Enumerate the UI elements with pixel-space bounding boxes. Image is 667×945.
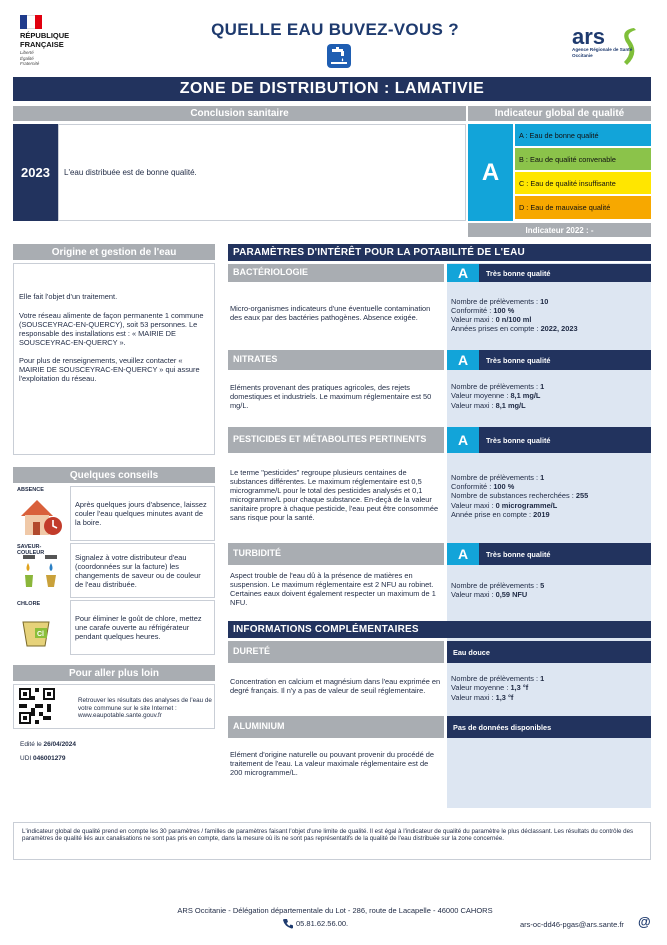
durete-values xyxy=(447,670,651,706)
nitrates-values xyxy=(447,376,651,416)
global-grade: A xyxy=(468,124,513,221)
turbidite-desc: Aspect trouble de l'eau dû à la présence de matières en suspension. Le maximum réglementaire est 2 NFU au robinet. Certaines eaux doivent également respecter un maximum de 1 NFU. xyxy=(230,571,436,607)
zone-title: ZONE DE DISTRIBUTION : LAMATIVIE xyxy=(13,77,651,101)
pesticides-grade: A xyxy=(447,427,479,453)
previous-indicator: Indicateur 2022 : - xyxy=(468,223,651,237)
aluminium-desc: Elément d'origine naturelle ou pouvant provenir du procédé de traitement de l'eau. La valeur maximale réglementaire est de 200 microgramme/L. xyxy=(230,749,434,777)
value-line: Nombre de prélèvements : 10 xyxy=(451,296,549,306)
value-line: Conformité : 100 % xyxy=(451,305,515,315)
further-text: Retrouver les résultats des analyses de l'eau de votre commune sur le site Internet : www.eaupotable.sante.gouv.fr xyxy=(78,697,212,719)
durete-quality: Eau douce xyxy=(447,641,651,663)
value-line: Nombre de prélèvements : 1 xyxy=(451,472,545,482)
pesticides-quality: Très bonne qualité xyxy=(479,427,651,453)
durete-desc: Concentration en calcium et magnésium dans l'eau exprimée en degré français. Il n'y a pas de valeur de seuil réglementaire. xyxy=(230,677,441,695)
water-tap-icon xyxy=(327,44,351,68)
indicator-heading: Indicateur global de qualité xyxy=(468,106,651,121)
grade-level-d: D : Eau de mauvaise qualité xyxy=(515,196,651,219)
value-line: Valeur maxi : 0 n/100 ml xyxy=(451,315,532,324)
pesticides-values xyxy=(447,464,651,528)
footer-address: ARS Occitanie - Délégation départementale du Lot - 286, route de Lacapelle - 46000 CAHORS xyxy=(177,906,493,915)
value-line: Nombre de prélèvements : 1 xyxy=(451,382,545,392)
nitrates-grade: A xyxy=(447,350,479,370)
value-line: Nombre de prélèvements : 5 xyxy=(451,580,545,590)
aluminium-title: ALUMINIUM xyxy=(228,716,444,738)
turbidite-quality: Très bonne qualité xyxy=(479,543,651,565)
qr-code-icon[interactable] xyxy=(19,688,55,724)
tips-heading: Quelques conseils xyxy=(13,467,215,483)
footer-phone[interactable]: 05.81.62.56.00. xyxy=(296,919,349,928)
origin-network: Votre réseau alimente de façon permanente 1 commune (SOUSCEYRAC-EN-QUERCY), soit 53 personnes. Le responsable des installations est : « MAIRIE DE SOUSCEYRAC-EN-QUERCY ». xyxy=(19,311,204,347)
conclusion-box xyxy=(58,124,466,221)
further-heading: Pour aller plus loin xyxy=(13,665,215,681)
nitrates-desc: Eléments provenant des pratiques agricoles, des rejets domestiques et industriels. Le maximum réglementaire est 50 mg/L. xyxy=(230,382,432,410)
french-flag-icon xyxy=(20,15,42,29)
value-line: Années prises en compte : 2022, 2023 xyxy=(451,324,578,334)
pesticides-title: PESTICIDES ET MÉTABOLITES PERTINENTS xyxy=(228,427,444,453)
svg-text:ars: ars xyxy=(572,24,606,49)
tip-chlorine: Pour éliminer le goût de chlore, mettez une carafe ouverte au réfrigérateur pendant quelques heures. xyxy=(70,600,215,655)
udi-code: UDI 046001279 xyxy=(20,755,66,762)
value-line: Valeur maxi : 1,3 °f xyxy=(451,692,514,702)
bacterio-title: BACTÉRIOLOGIE xyxy=(228,264,444,282)
svg-text:Cl: Cl xyxy=(37,631,44,638)
edited-date: Edité le 26/04/2024 xyxy=(20,741,77,748)
footer-email[interactable]: ars-oc-dd46-pgas@ars.sante.fr xyxy=(520,920,624,929)
nitrates-quality: Très bonne qualité xyxy=(479,350,651,370)
params-heading: PARAMÈTRES D'INTÉRÊT POUR LA POTABILITÉ DE L'EAU xyxy=(228,244,651,261)
conclusion-heading: Conclusion sanitaire xyxy=(13,106,466,121)
origin-box xyxy=(13,263,215,455)
page-title: QUELLE EAU BUVEZ-VOUS ? xyxy=(211,20,459,39)
grade-level-c: C : Eau de qualité insuffisante xyxy=(515,172,651,194)
extra-heading: INFORMATIONS COMPLÉMENTAIRES xyxy=(228,621,651,638)
bacterio-desc: Micro-organismes indicateurs d'une éventuelle contamination des eaux par des bactéries pathogènes. Absence exigée. xyxy=(230,304,431,322)
value-line: Valeur moyenne : 8,1 mg/L xyxy=(451,391,541,401)
bacterio-values xyxy=(447,286,651,344)
pesticides-desc: Le terme "pesticides" regroupe plusieurs centaines de substances différentes. Le maximum réglementaire est 0,5 microgramme/L pour le total des pesticides analysés et 0,1 microgramme/L pour chaque substance. En-deçà de la valeur sanitaire propre à chaque pesticide, l'eau peut être consommée sans risque pour la santé. xyxy=(230,468,439,522)
origin-treatment: Elle fait l'objet d'un traitement. xyxy=(19,292,118,301)
phone-icon xyxy=(283,918,293,929)
bacterio-quality: Très bonne qualité xyxy=(479,264,651,282)
turbidite-values xyxy=(447,576,651,604)
value-line: Année prise en compte : 2019 xyxy=(451,509,550,519)
value-line: Valeur maxi : 0,59 NFU xyxy=(451,590,528,599)
origin-contact: Pour plus de renseignements, veuillez contacter « MAIRIE DE SOUSCEYRAC-EN-QUERCY » qui assure l'exploitation du réseau. xyxy=(19,356,200,383)
origin-heading: Origine et gestion de l'eau xyxy=(13,244,215,260)
conclusion-year: 2023 xyxy=(13,124,58,221)
republic-motto: Liberté Égalité Fraternité xyxy=(20,50,40,66)
footnote: L'indicateur global de qualité prend en compte les 30 paramètres / familles de paramètres faisant l'objet d'une limite de qualité. Il est égal à l'indicateur de qualité du paramètre le plus déclassant. Les résultats du contrôle des paramètres de qualité liés aux canalisations ne sont pas pris en compte, dans la mesure où ils ne sont pas représentatifs de la qualité de l'eau distribuée sur la zone concernée. xyxy=(13,822,651,860)
at-sign-icon: @ xyxy=(638,914,651,929)
nitrates-title: NITRATES xyxy=(228,350,444,370)
ars-logo xyxy=(572,22,654,70)
conclusion-text: L'eau distribuée est de bonne qualité. xyxy=(64,168,197,177)
tip-taste-color: Signalez à votre distributeur d'eau (coordonnées sur la facture) les changements de saveur ou de couleur de l'eau distribuée. xyxy=(70,543,215,598)
turbidite-title: TURBIDITÉ xyxy=(228,543,444,565)
bacterio-grade: A xyxy=(447,264,479,282)
ars-subtitle: Agence Régionale de Santé Occitanie xyxy=(572,47,633,58)
chlorine-icon: CHLORE Cl xyxy=(15,600,68,655)
grade-level-a: A : Eau de bonne qualité xyxy=(515,124,651,146)
value-line: Nombre de substances recherchées : 255 xyxy=(451,491,589,501)
grade-level-b: B : Eau de qualité convenable xyxy=(515,148,651,170)
durete-title: DURETÉ xyxy=(228,641,444,663)
value-line: Valeur moyenne : 1,3 °f xyxy=(451,683,529,693)
taste-color-icon: SAVEUR-COULEUR xyxy=(15,543,68,598)
value-line: Valeur maxi : 8,1 mg/L xyxy=(451,400,526,410)
absence-icon: ABSENCE xyxy=(15,486,68,541)
turbidite-grade: A xyxy=(447,543,479,565)
value-line: Nombre de prélèvements : 1 xyxy=(451,674,545,684)
value-line: Valeur maxi : 0 microgramme/L xyxy=(451,500,558,510)
republique-francaise-logo: RÉPUBLIQUE FRANÇAISE xyxy=(20,31,70,49)
aluminium-quality: Pas de données disponibles xyxy=(447,716,651,738)
tip-absence: Après quelques jours d'absence, laissez couler l'eau quelques minutes avant de la boire. xyxy=(70,486,215,541)
value-line: Conformité : 100 % xyxy=(451,482,515,492)
